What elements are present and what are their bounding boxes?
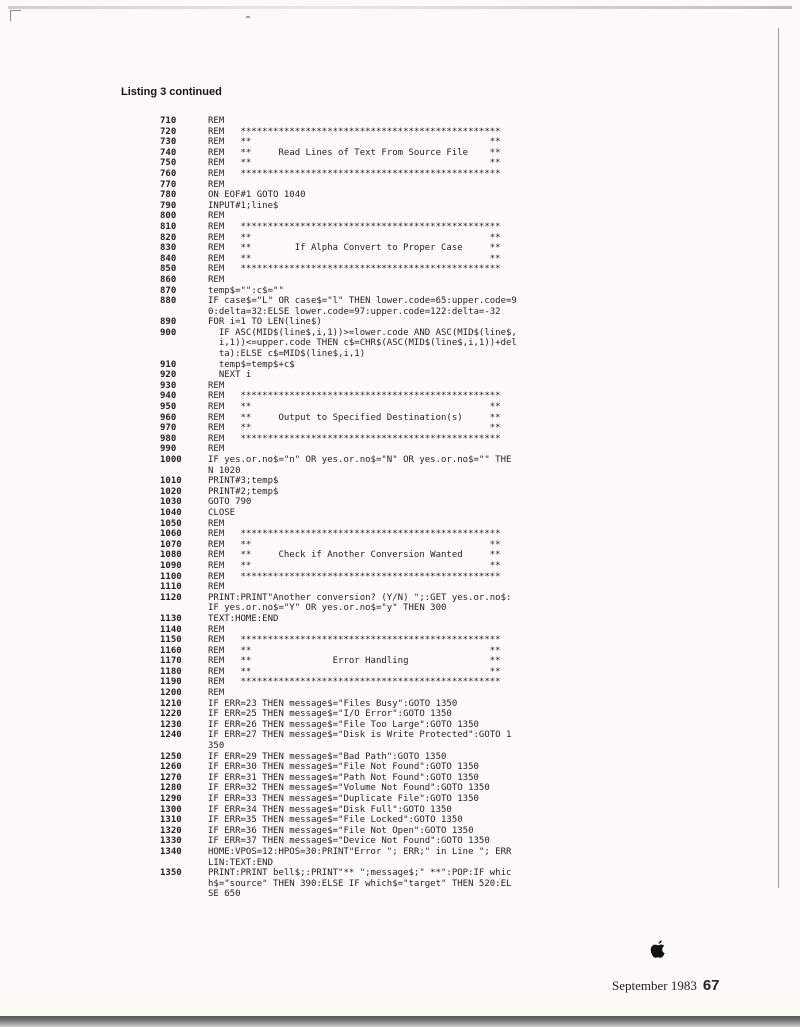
line-number: 760 <box>160 168 177 179</box>
code-text: IF ERR=34 THEN message$="Disk Full":GOTO 1350 <box>208 804 452 815</box>
code-line <box>160 243 605 254</box>
line-number: 950 <box>160 402 177 413</box>
line-number: 750 <box>160 158 177 169</box>
line-number: 1030 <box>160 497 182 508</box>
code-line <box>160 349 605 360</box>
line-number: 1260 <box>160 762 182 773</box>
line-number: 1180 <box>160 666 182 677</box>
issue-date: September 1983 <box>612 978 697 993</box>
code-line <box>160 444 605 455</box>
code-line <box>160 540 605 551</box>
code-text: IF ERR=30 THEN message$="File Not Found":GOTO 1350 <box>208 762 479 773</box>
code-line <box>160 889 605 900</box>
code-line <box>160 752 605 763</box>
code-text: IF ERR=29 THEN message$="Bad Path":GOTO 1350 <box>208 751 447 762</box>
code-line <box>160 455 605 466</box>
code-line <box>160 169 605 180</box>
code-text: REM <box>208 518 225 529</box>
line-number: 1250 <box>160 751 182 762</box>
code-text: PRINT#2;temp$ <box>208 486 279 497</box>
code-line <box>160 709 605 720</box>
code-line <box>160 847 605 858</box>
line-number <box>160 307 208 318</box>
code-text: SE 650 <box>208 889 241 900</box>
code-text: NEXT i <box>208 370 252 381</box>
code-text: 0:delta=32:ELSE lower.code=97:upper.code=122:delta=-32 <box>208 306 501 317</box>
code-line <box>160 677 605 688</box>
code-line <box>160 868 605 879</box>
line-number: 830 <box>160 243 177 254</box>
line-number: 940 <box>160 391 177 402</box>
code-text: ON EOF#1 GOTO 1040 <box>208 190 306 201</box>
line-number: 880 <box>160 296 177 307</box>
line-number: 1330 <box>160 836 182 847</box>
code-text: REM <box>208 582 225 593</box>
line-number: 870 <box>160 285 177 296</box>
line-number <box>160 349 208 360</box>
code-line <box>160 381 605 392</box>
line-number: 1220 <box>160 709 182 720</box>
code-text: REM ************************************************ <box>208 433 501 444</box>
code-line <box>160 233 605 244</box>
code-line <box>160 572 605 583</box>
code-text: REM ************************************************ <box>208 391 501 402</box>
line-number <box>160 603 208 614</box>
code-text: IF yes.or.no$="n" OR yes.or.no$="N" OR yes.or.no$="" THE <box>208 455 512 465</box>
code-text: REM <box>208 211 225 222</box>
code-line <box>160 815 605 826</box>
line-number: 990 <box>160 444 177 455</box>
line-number: 740 <box>160 147 177 158</box>
code-line <box>160 423 605 434</box>
code-text: REM <box>208 688 225 699</box>
code-text: IF ERR=32 THEN message$="Volume Not Found":GOTO 1350 <box>208 783 490 794</box>
line-number: 1200 <box>160 688 182 699</box>
code-text: h$="source" THEN 390:ELSE IF which$="target" THEN 520:EL <box>208 878 512 889</box>
code-line <box>160 222 605 233</box>
code-text: REM <box>208 274 225 285</box>
code-line <box>160 561 605 572</box>
line-number: 930 <box>160 380 177 391</box>
code-text: REM ** ** <box>208 645 501 656</box>
code-text: REM ** ** <box>208 402 501 413</box>
line-number: 920 <box>160 370 177 381</box>
code-line <box>160 264 605 275</box>
code-text: PRINT#3;temp$ <box>208 476 279 487</box>
code-line <box>160 614 605 625</box>
line-number: 810 <box>160 221 177 232</box>
code-text: REM ** ** <box>208 232 501 243</box>
line-number: 820 <box>160 232 177 243</box>
line-number: 1140 <box>160 624 182 635</box>
line-number: 1160 <box>160 645 182 656</box>
line-number: 1320 <box>160 825 182 836</box>
line-number: 1270 <box>160 772 182 783</box>
code-text: REM <box>208 380 225 391</box>
code-line <box>160 137 605 148</box>
line-number: 1240 <box>160 730 182 741</box>
code-line <box>160 360 605 371</box>
code-text: REM ** If Alpha Convert to Proper Case ** <box>208 243 501 254</box>
code-text: 350 <box>208 741 225 752</box>
line-number: 1150 <box>160 635 182 646</box>
code-line <box>160 275 605 286</box>
line-number: 1050 <box>160 518 182 529</box>
scan-speck <box>246 16 250 18</box>
line-number: 790 <box>160 200 177 211</box>
code-text: LIN:TEXT:END <box>208 857 274 868</box>
line-number: 1130 <box>160 613 182 624</box>
code-line <box>160 646 605 657</box>
code-line <box>160 762 605 773</box>
code-text: HOME:VPOS=12:HPOS=30:PRINT"Error "; ERR;" in Line "; ERR <box>208 846 512 857</box>
code-line <box>160 603 605 614</box>
code-text: N 1020 <box>208 465 241 476</box>
code-text: REM ** Read Lines of Text From Source File ** <box>208 147 501 158</box>
page-bottom-edge <box>0 1016 800 1027</box>
code-text: REM ************************************************ <box>208 221 501 232</box>
line-number: 1040 <box>160 507 182 518</box>
code-text: IF case$="L" OR case$="l" THEN lower.code=65:upper.code=9 <box>208 296 517 307</box>
line-number: 890 <box>160 317 177 328</box>
line-number: 960 <box>160 412 177 423</box>
line-number: 1020 <box>160 486 182 497</box>
code-text: REM ** ** <box>208 158 501 169</box>
line-number: 1230 <box>160 719 182 730</box>
line-number: 1100 <box>160 571 182 582</box>
code-line <box>160 391 605 402</box>
line-number: 710 <box>160 116 177 126</box>
line-number <box>160 858 208 869</box>
code-line <box>160 730 605 741</box>
line-number <box>160 879 208 890</box>
code-text: IF ERR=33 THEN message$="Duplicate File":GOTO 1350 <box>208 794 479 804</box>
code-text: REM ** ** <box>208 560 501 571</box>
page-number: 67 <box>702 977 720 994</box>
line-number: 1340 <box>160 846 182 857</box>
code-line <box>160 529 605 540</box>
code-line <box>160 667 605 678</box>
code-text: REM ** ** <box>208 253 501 264</box>
code-line <box>160 338 605 349</box>
code-line <box>160 805 605 816</box>
code-line <box>160 720 605 731</box>
code-line <box>160 328 605 339</box>
code-text: FOR i=1 TO LEN(line$) <box>208 317 322 328</box>
line-number: 900 <box>160 327 177 338</box>
line-number: 1350 <box>160 868 182 879</box>
code-line <box>160 190 605 201</box>
code-line <box>160 794 605 805</box>
code-text: IF ERR=27 THEN message$="Disk is Write Protected":GOTO 1 <box>208 730 512 741</box>
code-line <box>160 519 605 530</box>
code-line <box>160 879 605 890</box>
code-line <box>160 858 605 869</box>
code-text: REM ** Error Handling ** <box>208 656 501 667</box>
line-number: 1110 <box>160 582 182 593</box>
code-text: REM ** ** <box>208 423 501 434</box>
line-number: 1090 <box>160 560 182 571</box>
code-text: IF ERR=35 THEN message$="File Locked":GOTO 1350 <box>208 815 463 826</box>
code-text: temp$="":c$="" <box>208 285 284 296</box>
code-line <box>160 296 605 307</box>
code-line <box>160 127 605 138</box>
line-number: 800 <box>160 211 177 222</box>
code-line <box>160 550 605 561</box>
line-number: 1010 <box>160 476 182 487</box>
code-line <box>160 836 605 847</box>
code-line <box>160 413 605 424</box>
code-line <box>160 180 605 191</box>
listing-heading: Listing 3 continued <box>121 86 222 98</box>
code-text: IF ERR=26 THEN message$="File Too Large":GOTO 1350 <box>208 719 479 730</box>
code-text: REM <box>208 624 225 635</box>
code-text: IF ERR=25 THEN message$="I/O Error":GOTO 1350 <box>208 709 452 720</box>
code-text: IF ERR=36 THEN message$="File Not Open":GOTO 1350 <box>208 825 474 836</box>
code-text: REM ** ** <box>208 666 501 677</box>
code-text: GOTO 790 <box>208 497 252 508</box>
code-line <box>160 307 605 318</box>
code-text: IF ERR=37 THEN message$="Device Not Found":GOTO 1350 <box>208 836 490 847</box>
line-number: 980 <box>160 433 177 444</box>
line-number <box>160 741 208 752</box>
code-line <box>160 783 605 794</box>
code-line <box>160 656 605 667</box>
code-line <box>160 625 605 636</box>
line-number: 780 <box>160 190 177 201</box>
code-text: REM ************************************************ <box>208 635 501 646</box>
line-number <box>160 466 208 477</box>
code-text: REM <box>208 116 225 126</box>
code-text: IF yes.or.no$="Y" OR yes.or.no$="y" THEN 300 <box>208 603 447 614</box>
code-line <box>160 286 605 297</box>
code-text: INPUT#1;line$ <box>208 200 279 211</box>
code-text: PRINT:PRINT bell$;:PRINT"** ";message$;" **":POP:IF whic <box>208 868 512 879</box>
line-number: 720 <box>160 126 177 137</box>
line-number: 840 <box>160 253 177 264</box>
code-line <box>160 211 605 222</box>
code-line <box>160 116 605 127</box>
line-number: 1290 <box>160 794 182 804</box>
line-number: 730 <box>160 137 177 148</box>
code-line <box>160 476 605 487</box>
code-text: REM ************************************************ <box>208 126 501 137</box>
code-line <box>160 402 605 413</box>
line-number: 1300 <box>160 804 182 815</box>
page-footer <box>612 977 720 994</box>
code-line <box>160 370 605 381</box>
code-line <box>160 434 605 445</box>
code-text: REM <box>208 179 225 190</box>
line-number: 770 <box>160 179 177 190</box>
line-number <box>160 338 208 349</box>
code-text: i,1))<=upper.code THEN c$=CHR$(ASC(MID$(line$,i,1))+del <box>208 338 517 349</box>
line-number: 1190 <box>160 677 182 688</box>
page-right-edge <box>778 28 779 888</box>
code-text: IF ASC(MID$(line$,i,1))>=lower.code AND ASC(MID$(line$, <box>208 327 517 338</box>
line-number: 1070 <box>160 539 182 550</box>
code-line <box>160 317 605 328</box>
code-text: REM ** ** <box>208 137 501 148</box>
line-number: 1210 <box>160 698 182 709</box>
code-line <box>160 826 605 837</box>
code-text: CLOSE <box>208 507 236 518</box>
code-line <box>160 593 605 604</box>
code-line <box>160 254 605 265</box>
line-number: 1170 <box>160 656 182 667</box>
line-number: 1310 <box>160 815 182 826</box>
code-text: REM ************************************************ <box>208 571 501 582</box>
code-line <box>160 466 605 477</box>
code-text: REM ************************************************ <box>208 529 501 540</box>
code-line <box>160 635 605 646</box>
code-line <box>160 497 605 508</box>
line-number: 1280 <box>160 783 182 794</box>
code-text: PRINT:PRINT"Another conversion? (Y/N) ";:GET yes.or.no$: <box>208 592 512 603</box>
line-number: 1060 <box>160 529 182 540</box>
crop-mark <box>10 10 21 21</box>
line-number <box>160 889 208 900</box>
code-line <box>160 582 605 593</box>
code-line <box>160 148 605 159</box>
line-number: 1080 <box>160 550 182 561</box>
code-line <box>160 741 605 752</box>
code-text: ta):ELSE c$=MID$(line$,i,1) <box>208 349 366 360</box>
code-line <box>160 688 605 699</box>
code-text: REM <box>208 444 225 455</box>
code-text: REM ************************************************ <box>208 168 501 179</box>
page-top-edge <box>8 6 792 9</box>
line-number: 850 <box>160 264 177 275</box>
line-number: 910 <box>160 359 177 370</box>
line-number: 1120 <box>160 592 182 603</box>
code-line <box>160 158 605 169</box>
line-number: 1000 <box>160 455 182 465</box>
code-text: REM ************************************************ <box>208 264 501 275</box>
line-number: 860 <box>160 274 177 285</box>
code-text: IF ERR=23 THEN message$="Files Busy":GOTO 1350 <box>208 698 458 709</box>
code-text: REM ** Output to Specified Destination(s) ** <box>208 412 501 423</box>
code-text: TEXT:HOME:END <box>208 613 279 624</box>
line-number: 970 <box>160 423 177 434</box>
apple-logo-icon <box>647 940 669 960</box>
code-text: REM ** Check if Another Conversion Wanted ** <box>208 550 501 561</box>
code-text: REM ************************************************ <box>208 677 501 688</box>
code-listing <box>160 116 605 900</box>
code-line <box>160 699 605 710</box>
code-line <box>160 487 605 498</box>
code-line <box>160 201 605 212</box>
code-line <box>160 773 605 784</box>
code-text: REM ** ** <box>208 539 501 550</box>
code-line <box>160 508 605 519</box>
code-text: IF ERR=31 THEN message$="Path Not Found":GOTO 1350 <box>208 772 479 783</box>
code-text: temp$=temp$+c$ <box>208 359 295 370</box>
